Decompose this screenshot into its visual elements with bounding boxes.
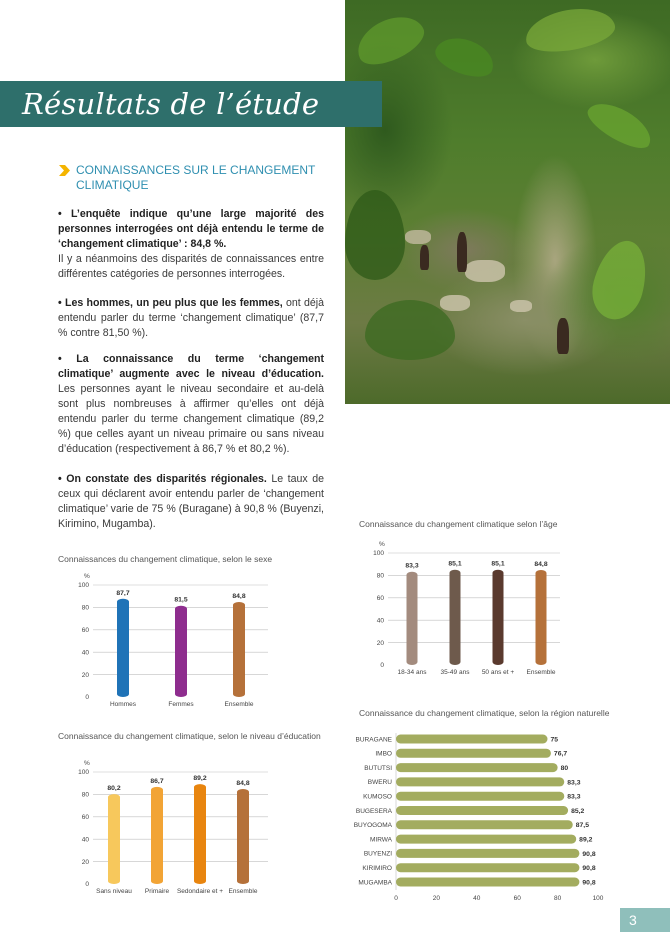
- age-value-label: 85,1: [491, 560, 505, 568]
- region-value-label: 85,2: [571, 807, 585, 815]
- region-bar: [396, 863, 579, 872]
- sexe-tick-label: 80: [81, 604, 89, 612]
- region-tick-label: 80: [553, 895, 562, 902]
- page-title: Résultats de l’étude: [0, 81, 382, 127]
- region-value-label: 76,7: [553, 750, 568, 758]
- region-value-label: 83,3: [567, 793, 581, 801]
- chart-sexe-title: Connaissances du changement climatique, selon le sexe: [58, 554, 273, 564]
- region-value-label: 80: [560, 765, 569, 772]
- region-category-label: BURAGANE: [355, 736, 392, 744]
- education-bar: [108, 794, 120, 884]
- sexe-tick-label: 0: [85, 694, 89, 702]
- sexe-bar: [175, 606, 187, 697]
- region-value-label: 90,8: [582, 865, 596, 873]
- region-bar: [396, 820, 573, 829]
- education-tick-label: 0: [85, 881, 89, 889]
- sexe-value-label: 81,5: [174, 596, 188, 604]
- paragraph-3-bold: • La connaissance du terme ‘changement climatique’ augmente avec le niveau d’éducation.: [58, 353, 324, 380]
- region-bar: [396, 835, 576, 844]
- paragraph-3-rest: Les personnes ayant le niveau secondaire et au-delà sont plus nombreuses à affirmer qu’elles ont déjà entendu parler du terme changement climatique (89,2 %) que celles ayant un niveau primaire ou sans niveau d’éducation (respectivement à 86,7 % et 80,2 %).: [58, 383, 324, 455]
- sexe-bar: [233, 602, 245, 697]
- chart-age-title: Connaissance du changement climatique selon l’âge: [359, 519, 558, 529]
- region-tick-label: 60: [513, 895, 521, 902]
- section-heading-line2: CLIMATIQUE: [76, 178, 149, 192]
- region-category-label: BUGESERA: [355, 807, 392, 815]
- paragraph-4-rest: Le taux de ceux qui déclarent avoir entendu parler de ‘changement climatique’ varie de 75 % (Buragane) à 90,8 % (Buyenzi, Kirimino, Mugamba).: [58, 473, 325, 530]
- region-tick-label: 100: [592, 895, 604, 902]
- paragraph-1-bold: • L’enquête indique qu’une large majorité des personnes interrogées ont déjà entendu le terme de ‘changement climatique’ : 84,8 %.: [58, 208, 324, 250]
- age-tick-label: 100: [373, 550, 384, 558]
- region-category-label: BWERU: [367, 779, 392, 787]
- paragraph-2-bold: • Les hommes, un peu plus que les femmes,: [58, 297, 283, 309]
- sexe-tick-label: 60: [81, 627, 89, 634]
- age-category-label: 35-49 ans: [440, 669, 470, 676]
- education-bar: [151, 787, 163, 884]
- region-tick-label: 0: [394, 895, 398, 902]
- region-value-label: 90,8: [582, 879, 596, 887]
- age-value-label: 84,8: [534, 561, 548, 569]
- region-value-label: 83,3: [567, 779, 581, 787]
- sexe-tick-label: 100: [78, 582, 89, 590]
- sexe-tick-label: 20: [81, 671, 89, 679]
- age-bar: [450, 570, 461, 665]
- sexe-category-label: Femmes: [168, 701, 194, 708]
- region-tick-label: 40: [473, 895, 481, 902]
- education-tick-label: 40: [81, 836, 89, 844]
- age-category-label: Ensemble: [526, 669, 556, 676]
- region-category-label: MUGAMBA: [358, 879, 392, 887]
- age-value-label: 83,3: [405, 562, 419, 570]
- education-category-label: Ensemble: [228, 888, 258, 895]
- age-tick-label: 20: [376, 639, 384, 647]
- region-value-label: 89,2: [579, 836, 593, 844]
- age-tick-label: 80: [376, 572, 384, 580]
- region-bar: [396, 763, 558, 772]
- region-category-label: MIRWA: [369, 836, 392, 844]
- region-bar: [396, 777, 564, 786]
- chart-region-title: Connaissance du changement climatique, selon la région naturelle: [359, 708, 610, 718]
- education-tick-label: 20: [81, 858, 89, 866]
- education-tick-label: 100: [78, 769, 89, 777]
- region-bar: [396, 735, 548, 744]
- education-ylabel: %: [84, 760, 90, 767]
- education-value-label: 86,7: [150, 777, 164, 785]
- age-tick-label: 0: [380, 662, 384, 670]
- region-category-label: IMBO: [375, 750, 392, 758]
- paragraph-4-bold: • On constate des disparités régionales.: [58, 473, 267, 485]
- education-value-label: 80,2: [107, 785, 121, 793]
- chart-education-title: Connaissance du changement climatique, selon le niveau d’éducation: [58, 731, 321, 741]
- region-value-label: 87,5: [575, 822, 589, 830]
- age-tick-label: 60: [376, 595, 384, 602]
- region-category-label: BUTUTSI: [364, 764, 392, 772]
- age-bar: [493, 570, 504, 665]
- age-value-label: 85,1: [448, 560, 462, 568]
- region-category-label: KIRIMIRO: [362, 865, 392, 872]
- region-bar: [396, 878, 579, 887]
- region-value-label: 75: [550, 736, 559, 744]
- region-bar: [396, 792, 564, 801]
- education-category-label: Sedondaire et +: [176, 888, 224, 895]
- paragraph-1-rest: Il y a néanmoins des disparités de connaissances entre différentes catégories de personnes interrogées.: [58, 253, 324, 280]
- sexe-ylabel: %: [84, 573, 90, 580]
- education-tick-label: 60: [81, 814, 89, 821]
- age-category-label: 18-34 ans: [397, 669, 427, 676]
- sexe-value-label: 87,7: [116, 589, 130, 597]
- age-tick-label: 40: [376, 617, 384, 625]
- sexe-category-label: Ensemble: [224, 701, 254, 708]
- education-bar: [194, 784, 206, 884]
- education-category-label: Primaire: [144, 888, 170, 895]
- page-number: 3: [620, 908, 670, 932]
- section-heading-line1: CONNAISSANCES SUR LE CHANGEMENT: [76, 163, 316, 177]
- region-category-label: KUMOSO: [363, 793, 392, 801]
- age-bar: [407, 572, 418, 665]
- region-category-label: BUYENZI: [363, 850, 392, 858]
- education-bar: [237, 789, 249, 884]
- region-bar: [396, 849, 579, 858]
- region-value-label: 90,8: [582, 850, 596, 858]
- age-category-label: 50 ans et +: [481, 669, 515, 676]
- sexe-category-label: Hommes: [109, 701, 137, 708]
- sexe-value-label: 84,8: [232, 593, 246, 601]
- paragraph-2-rest: ont déjà entendu parler du terme ‘changement climatique’ (87,7 % contre 81,50 %).: [58, 297, 324, 339]
- region-category-label: BUYOGOMA: [353, 822, 392, 830]
- age-ylabel: %: [379, 541, 385, 548]
- region-tick-label: 20: [432, 895, 441, 902]
- education-tick-label: 80: [81, 791, 89, 799]
- education-category-label: Sans niveau: [96, 888, 132, 895]
- education-value-label: 89,2: [193, 775, 207, 783]
- sexe-bar: [117, 599, 129, 697]
- sexe-tick-label: 40: [81, 649, 89, 657]
- age-bar: [536, 570, 547, 665]
- education-value-label: 84,8: [236, 780, 250, 788]
- region-bar: [396, 749, 551, 758]
- region-bar: [396, 806, 568, 815]
